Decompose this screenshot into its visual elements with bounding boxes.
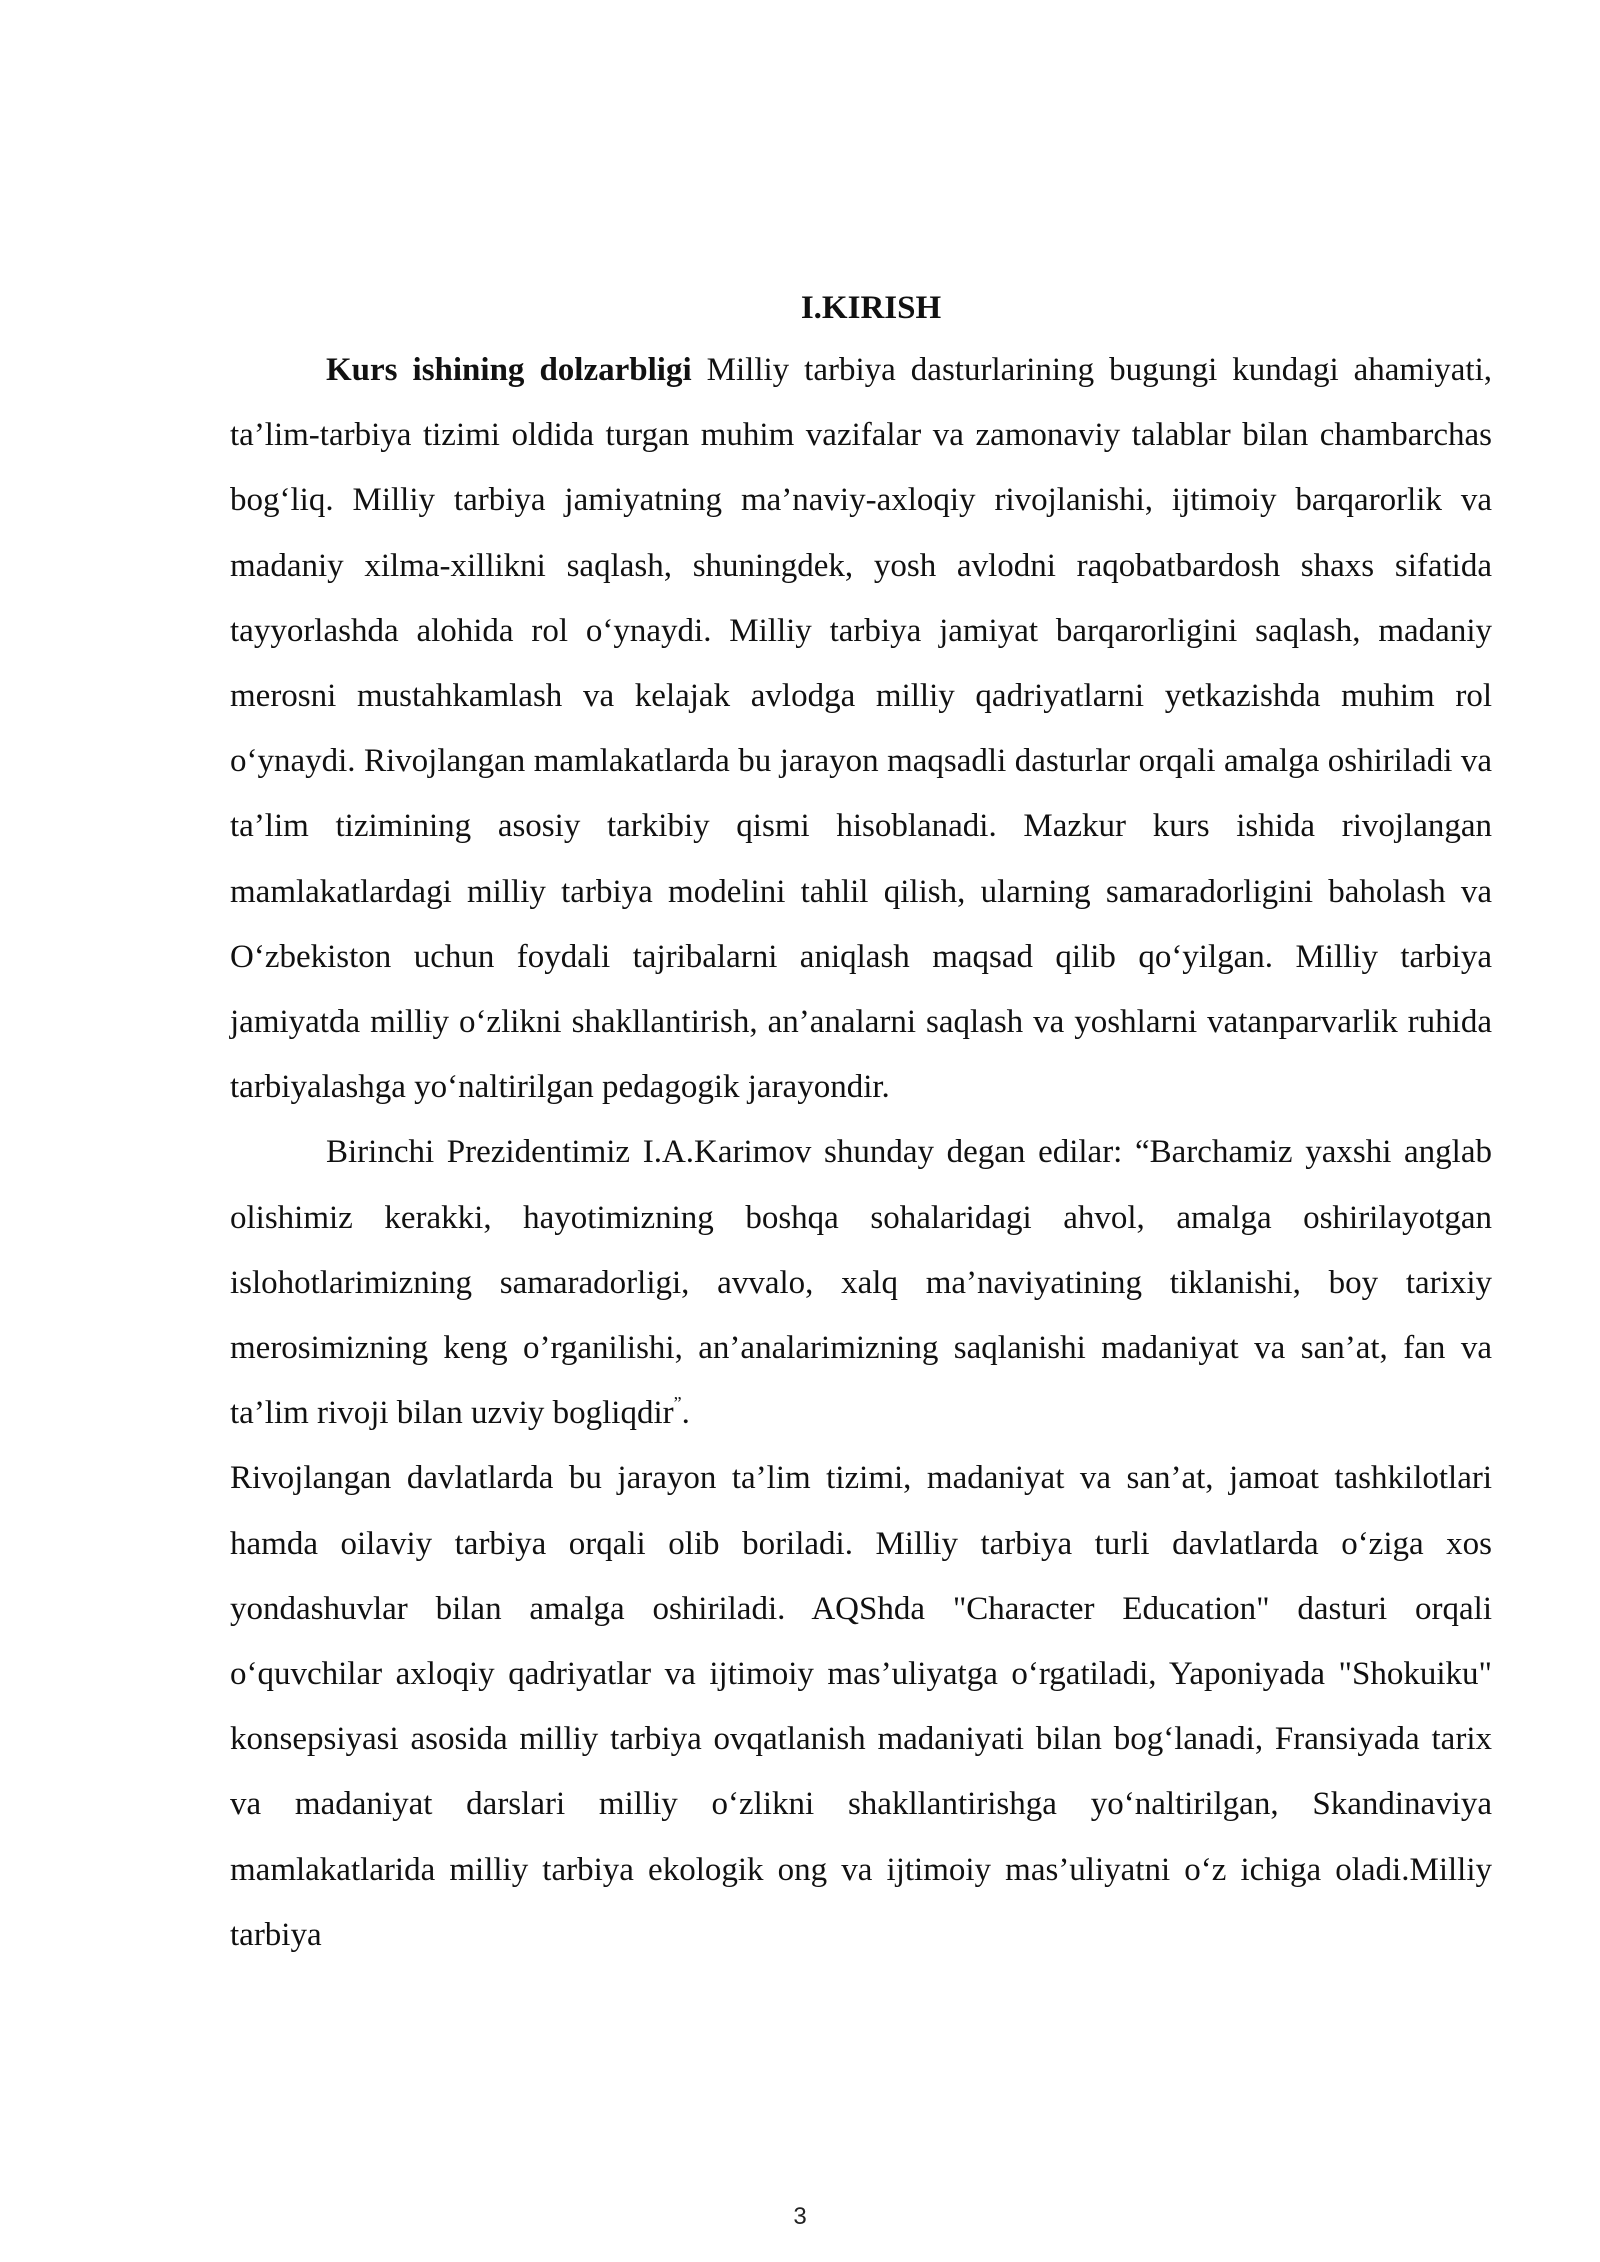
quote-end: .: [681, 1395, 690, 1432]
page-number: 3: [793, 2203, 807, 2230]
footnote-mark: ”: [673, 1393, 682, 1414]
section-heading: I.KIRISH: [800, 290, 942, 326]
intro-label: Kurs ishining dolzarbligi: [326, 352, 692, 388]
document-page: [230, 278, 1492, 1968]
intro-text: Milliy tarbiya dasturlarining bugungi kundagi ahamiyati, ta’lim-tarbiya tizimi oldida turgan muhim vazifalar va zamonaviy talablar bilan chambarchas bog‘liq. Milliy tarbiya jamiyatning ma’naviy-axloqiy rivojlanishi, ijtimoiy barqarorlik va madaniy xilma-xillikni saqlash, shuningdek, yosh avlodni raqobatbardosh shaxs sifatida tayyorlashda alohida rol o‘ynaydi. Milliy tarbiya jamiyat barqarorligini saqlash, madaniy merosni mustahkamlash va kelajak avlodga milliy qadriyatlarni yetkazishda muhim rol o‘ynaydi. Rivojlangan mamlakatlarda bu jarayon maqsadli dasturlar orqali amalga oshiriladi va ta’lim tizimining asosiy tarkibiy qismi hisoblanadi. Mazkur kurs ishida rivojlangan mamlakatlardagi milliy tarbiya modelini tahlil qilish, ularning samaradorligini baholash va O‘zbekiston uchun foydali tajribalarni aniqlash maqsad qilib qo‘yilgan. Milliy tarbiya jamiyatda milliy o‘zlikni shakllantirish, an’analarni saqlash va yoshlarni vatanparvarlik ruhida tarbiyalashga yo‘naltirilgan pedagogik jarayondir.: [230, 352, 1492, 1106]
quote-text: Birinchi Prezidentimiz I.A.Karimov shunday degan edilar: “Barchamiz yaxshi anglab olishimiz kerakki, hayotimizning boshqa sohalaridagi ahvol, amalga oshirilayotgan islohotlarimizning samaradorligi, avvalo, xalq ma’naviyatining tiklanishi, boy tarixiy merosimizning keng o’rganilishi, an’analarimizning saqlanishi madaniyat va san’at, fan va ta’lim rivoji bilan uzviy bogliqdir: [230, 1134, 1492, 1432]
intro-paragraph: [230, 338, 1492, 1120]
quote-paragraph: [230, 1120, 1492, 1446]
body-paragraph: Rivojlangan davlatlarda bu jarayon ta’lim tizimi, madaniyat va san’at, jamoat tashkilotlari hamda oilaviy tarbiya orqali olib boriladi. Milliy tarbiya turli davlatlarda o‘ziga xos yondashuvlar bilan amalga oshiriladi. AQShda "Character Education" dasturi orqali o‘quvchilar axloqiy qadriyatlar va ijtimoiy mas’uliyatga o‘rgatiladi, Yaponiyada "Shokuiku" konsepsiyasi asosida milliy tarbiya ovqatlanish madaniyati bilan bog‘lanadi, Fransiyada tarix va madaniyat darslari milliy o‘zlikni shakllantirishga yo‘naltirilgan, Skandinaviya mamlakatlarida milliy tarbiya ekologik ong va ijtimoiy mas’uliyatni o‘z ichiga oladi.Milliy tarbiya: [230, 1460, 1492, 1953]
